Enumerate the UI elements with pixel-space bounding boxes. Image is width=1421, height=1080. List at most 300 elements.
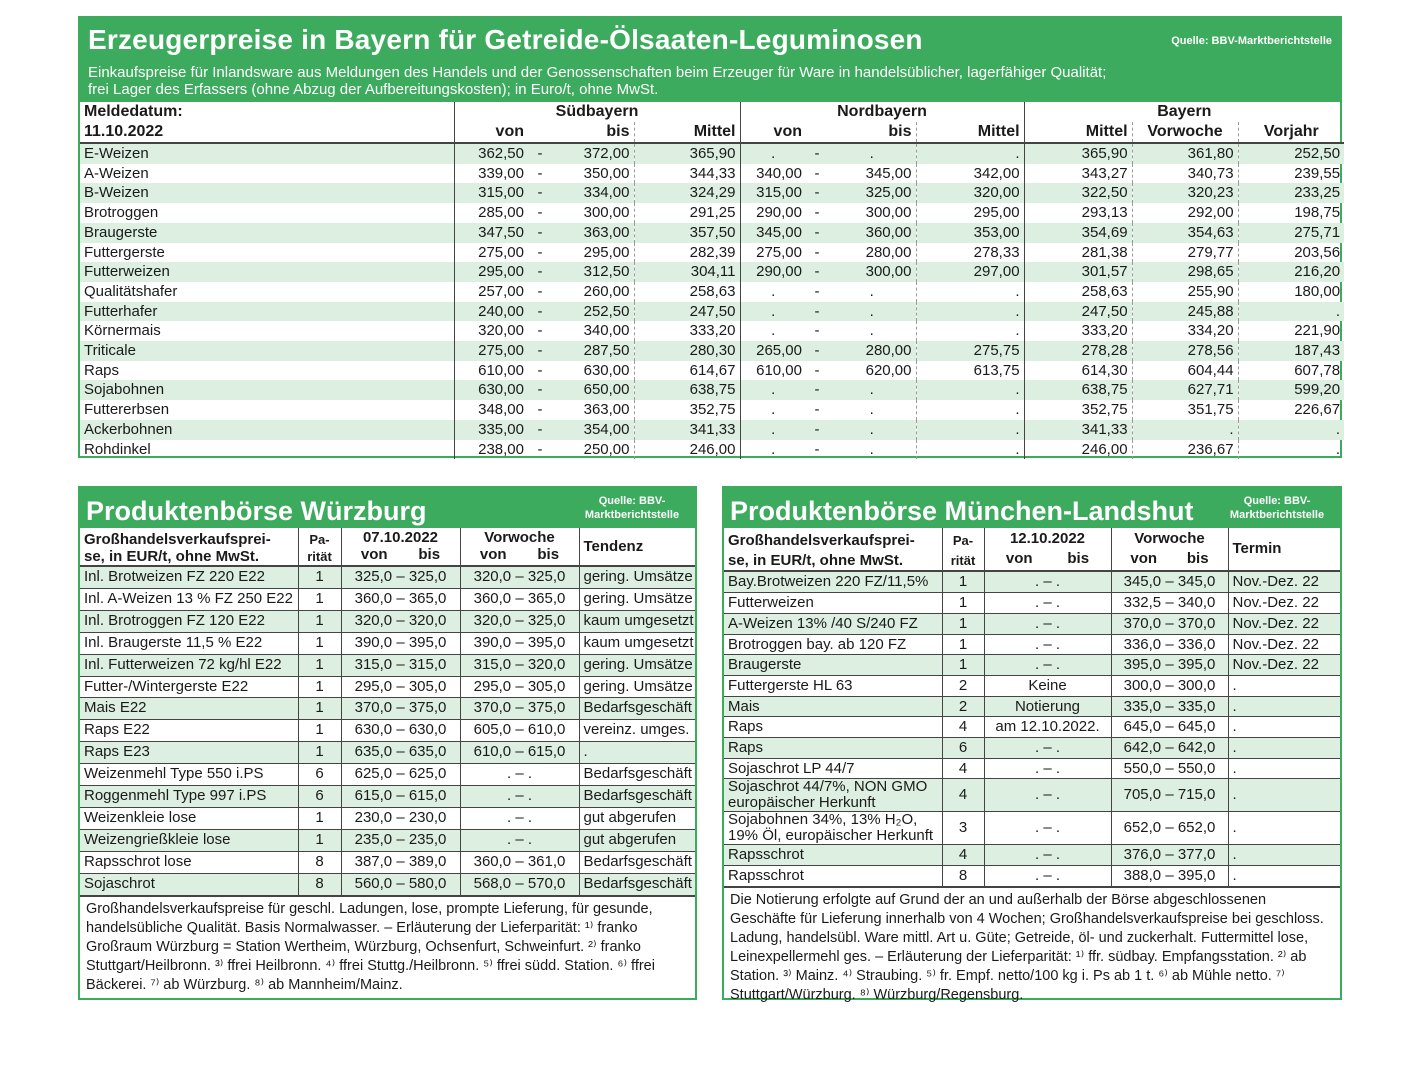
product-name: Körnermais: [84, 322, 161, 340]
tendenz: gering. Umsätze: [579, 588, 695, 610]
vorwoche-range: 605,0 – 610,0: [460, 720, 579, 742]
col-von: von: [454, 122, 528, 143]
vorwoche-range: 345,0 – 345,0: [1111, 571, 1228, 592]
nord-mittel: .: [916, 282, 1024, 302]
col-bis: bis: [552, 122, 634, 143]
wue-h-von: von: [360, 546, 388, 563]
sued-bis: 312,50: [583, 263, 630, 281]
bayern-mittel: 258,63: [1024, 282, 1132, 302]
bayern-vorjahr: 599,20: [1238, 380, 1344, 400]
current-range: . – .: [984, 738, 1111, 759]
nord-dash: -: [814, 164, 820, 182]
sued-dash: -: [537, 401, 543, 419]
paritaet: 1: [298, 807, 341, 829]
sued-dash: -: [537, 342, 543, 360]
table-row: [724, 571, 1340, 592]
col-mittel: Mittel: [916, 122, 1024, 143]
col-bis: bis: [828, 122, 916, 143]
sued-dash: -: [537, 223, 543, 241]
sued-mittel: 344,33: [634, 164, 740, 184]
vorwoche-range: 645,0 – 645,0: [1111, 717, 1228, 738]
nord-mittel: .: [916, 440, 1024, 460]
vorwoche-range: 370,0 – 375,0: [460, 698, 579, 720]
product-name: Roggenmehl Type 997 i.PS: [80, 786, 298, 808]
table-row: [80, 203, 1344, 223]
nord-bis: .: [869, 282, 874, 300]
bayern-mittel: 281,38: [1024, 243, 1132, 263]
current-range: 325,0 – 325,0: [341, 566, 460, 588]
tendenz: Bedarfsgeschäft: [579, 764, 695, 786]
erzeugerpreise-header: [80, 18, 1340, 102]
tendenz: Bedarfsgeschäft: [579, 698, 695, 720]
current-range: 390,0 – 395,0: [341, 632, 460, 654]
current-range: . – .: [984, 779, 1111, 812]
bayern-vorjahr: 275,71: [1238, 223, 1344, 243]
table-row: [80, 654, 695, 676]
wue-h-date: 07.10.2022: [362, 529, 439, 546]
paritaet: 1: [298, 588, 341, 610]
product-name: Raps E23: [80, 742, 298, 764]
sued-dash: -: [537, 145, 543, 162]
nord-von: 290,00: [740, 203, 806, 223]
tendenz: Bedarfsgeschäft: [579, 851, 695, 873]
nord-bis: 345,00: [865, 164, 912, 182]
product-name: Raps: [724, 738, 942, 759]
product-name: Sojabohnen 34%, 13% H₂O, 19% Öl, europäischer Herkunft: [724, 812, 942, 845]
paritaet: 1: [298, 720, 341, 742]
current-range: 320,0 – 320,0: [341, 610, 460, 632]
termin: .: [1228, 779, 1340, 812]
current-range: . – .: [984, 634, 1111, 655]
sued-mittel: 638,75: [634, 380, 740, 400]
termin: .: [1228, 675, 1340, 696]
nord-dash: -: [814, 145, 820, 162]
nord-bis: .: [869, 145, 874, 162]
erzeugerpreise-table: [80, 102, 1344, 459]
nord-von: 610,00: [740, 361, 806, 381]
current-range: 370,0 – 375,0: [341, 698, 460, 720]
sued-von: 295,00: [454, 262, 528, 282]
nord-bis: .: [869, 322, 874, 340]
current-range: 315,0 – 315,0: [341, 654, 460, 676]
muc-h-bis: bis: [1186, 549, 1209, 567]
bayern-vorwoche: .: [1132, 420, 1238, 440]
col-mittel: Mittel: [1024, 122, 1132, 143]
bayern-mittel: 352,75: [1024, 400, 1132, 420]
tendenz: gut abgerufen: [579, 829, 695, 851]
current-range: . – .: [984, 593, 1111, 614]
col-vorwoche: Vorwoche: [1132, 122, 1238, 143]
sued-von: 320,00: [454, 321, 528, 341]
vorwoche-range: 568,0 – 570,0: [460, 873, 579, 895]
table-row: [724, 866, 1340, 887]
vorwoche-range: 550,0 – 550,0: [1111, 758, 1228, 779]
product-name: Inl. Brotweizen FZ 220 E22: [80, 566, 298, 588]
nord-mittel: .: [916, 321, 1024, 341]
vorwoche-range: . – .: [460, 807, 579, 829]
sued-dash: -: [537, 263, 543, 281]
sued-bis: 372,00: [583, 145, 630, 162]
paritaet: 1: [942, 571, 984, 592]
vorwoche-range: 642,0 – 642,0: [1111, 738, 1228, 759]
termin: .: [1228, 696, 1340, 717]
sued-mittel: 246,00: [634, 440, 740, 460]
table-row: [80, 676, 695, 698]
muenchen-panel: [722, 486, 1342, 1003]
product-name: Rapsschrot lose: [80, 851, 298, 873]
current-range: 630,0 – 630,0: [341, 720, 460, 742]
product-name: Rapsschrot: [724, 845, 942, 866]
sued-bis: 300,00: [583, 204, 630, 222]
sued-von: 257,00: [454, 282, 528, 302]
col-von: von: [740, 122, 806, 143]
tendenz: Bedarfsgeschäft: [579, 873, 695, 895]
table-row: [80, 380, 1344, 400]
nord-dash: -: [814, 440, 820, 458]
erzeugerpreise-title: Erzeugerpreise in Bayern für Getreide-Ölsaaten-Leguminosen: [88, 24, 923, 55]
paritaet: 6: [942, 738, 984, 759]
table-row: [80, 720, 695, 742]
paritaet: 8: [942, 866, 984, 887]
sued-von: 348,00: [454, 400, 528, 420]
paritaet: 1: [942, 634, 984, 655]
bayern-vorwoche: 255,90: [1132, 282, 1238, 302]
bayern-mittel: 247,50: [1024, 302, 1132, 322]
table-row: [724, 758, 1340, 779]
paritaet: 1: [942, 593, 984, 614]
nord-dash: -: [814, 243, 820, 261]
table-row: [724, 779, 1340, 812]
table-row: [80, 341, 1344, 361]
termin: .: [1228, 866, 1340, 887]
wue-h-bis: bis: [537, 546, 560, 563]
paritaet: 8: [298, 851, 341, 873]
bayern-vorjahr: 198,75: [1238, 203, 1344, 223]
tendenz: kaum umgesetzt: [579, 610, 695, 632]
current-range: 387,0 – 389,0: [341, 851, 460, 873]
table-row: [724, 696, 1340, 717]
sued-mittel: 365,90: [634, 143, 740, 164]
product-name: Futtererbsen: [84, 401, 170, 419]
termin: .: [1228, 717, 1340, 738]
sued-bis: 630,00: [583, 361, 630, 379]
bayern-vorjahr: 203,56: [1238, 243, 1344, 263]
wue-h-vorwoche: Vorwoche: [484, 529, 555, 546]
termin: Nov.-Dez. 22: [1228, 655, 1340, 676]
bayern-vorjahr: 216,20: [1238, 262, 1344, 282]
product-name: Triticale: [84, 342, 136, 360]
erzeugerpreise-panel: [78, 16, 1342, 458]
product-name: Futterweizen: [724, 593, 942, 614]
bayern-vorwoche: 298,65: [1132, 262, 1238, 282]
sued-mittel: 282,39: [634, 243, 740, 263]
nord-bis: .: [869, 420, 874, 438]
current-range: 615,0 – 615,0: [341, 786, 460, 808]
tendenz: gering. Umsätze: [579, 654, 695, 676]
nord-dash: -: [814, 342, 820, 360]
product-name: Rohdinkel: [84, 440, 151, 458]
table-row: [80, 786, 695, 808]
paritaet: 1: [298, 654, 341, 676]
current-range: . – .: [984, 571, 1111, 592]
sued-mittel: 333,20: [634, 321, 740, 341]
paritaet: 4: [942, 717, 984, 738]
sued-bis: 354,00: [583, 420, 630, 438]
wuerzburg-header: [80, 488, 695, 528]
sued-bis: 295,00: [583, 243, 630, 261]
product-name: Mais E22: [80, 698, 298, 720]
bayern-vorjahr: .: [1238, 420, 1344, 440]
bayern-vorwoche: 627,71: [1132, 380, 1238, 400]
table-row: [80, 566, 695, 588]
nord-bis: .: [869, 381, 874, 399]
tendenz: kaum umgesetzt: [579, 632, 695, 654]
paritaet: 6: [298, 764, 341, 786]
vorwoche-range: . – .: [460, 786, 579, 808]
paritaet: 1: [298, 566, 341, 588]
nord-mittel: 295,00: [916, 203, 1024, 223]
sued-dash: -: [537, 184, 543, 202]
nord-mittel: 320,00: [916, 183, 1024, 203]
table-row: [724, 675, 1340, 696]
product-name: Inl. Brotroggen FZ 120 E22: [80, 610, 298, 632]
nord-von: 290,00: [740, 262, 806, 282]
current-range: 360,0 – 365,0: [341, 588, 460, 610]
muenchen-note: Die Notierung erfolgte auf Grund der an und außerhalb der Börse abgeschlossenen Geschäfte für Lieferung innerhalb von 4 Wochen; Großhandelsverkaufspreise bei geschloss. Ladung, handelsübl. Ware mittl. Art u. Güte; Getreide, öl- und zuckerhalt. Futtermittel lose, Leinexpellermehl ges. – Erläuterung der Lieferparität: ¹⁾ ffr. südbay. Empfangsstation. ²⁾ ab Station. ³⁾ Mainz. ⁴⁾ Straubing. ⁵⁾ fr. Empf. netto/100 kg i. Ps ab 1 t. ⁶⁾ ab Mühle netto. ⁷⁾ Stuttgart/Würzburg. ⁸⁾ Würzburg/Regensburg.: [724, 887, 1340, 1008]
product-name: Inl. Braugerste 11,5 % E22: [80, 632, 298, 654]
sued-von: 315,00: [454, 183, 528, 203]
wuerzburg-note: Großhandelsverkaufspreise für geschl. Ladungen, lose, prompte Lieferung, für gesunde, handelsübliche Qualität. Basis Normalwasser. – Erläuterung der Lieferparität: ¹⁾ franko Großraum Würzburg = Station Wertheim, Würzburg, Ochsenfurt, Schweinfurt. ²⁾ franko Stuttgart/Heilbronn. ³⁾ ffrei Heilbronn. ⁴⁾ ffrei Stuttg./Heilbronn. ⁵⁾ ffrei südd. Station. ⁶⁾ ffrei Bäckerei. ⁷⁾ ab Würzburg. ⁸⁾ ab Mannheim/Mainz.: [80, 896, 695, 998]
sued-mittel: 258,63: [634, 282, 740, 302]
vorwoche-range: 370,0 – 370,0: [1111, 613, 1228, 634]
nord-von: 315,00: [740, 183, 806, 203]
bayern-vorjahr: 187,43: [1238, 341, 1344, 361]
nord-bis: .: [869, 401, 874, 419]
paritaet: 8: [298, 873, 341, 895]
sued-bis: 287,50: [583, 342, 630, 360]
current-range: . – .: [984, 866, 1111, 887]
nord-von: 340,00: [740, 164, 806, 184]
region-bayern: Bayern: [1024, 102, 1344, 122]
sued-bis: 363,00: [583, 223, 630, 241]
bayern-mittel: 638,75: [1024, 380, 1132, 400]
vorwoche-range: 335,0 – 335,0: [1111, 696, 1228, 717]
nord-bis: 620,00: [865, 361, 912, 379]
wue-h-von: von: [479, 546, 507, 563]
table-row: [80, 764, 695, 786]
nord-von: 265,00: [740, 341, 806, 361]
nord-von: .: [740, 400, 806, 420]
nord-von: .: [740, 420, 806, 440]
tendenz: gering. Umsätze: [579, 566, 695, 588]
bayern-vorjahr: 252,50: [1238, 143, 1344, 164]
wue-h-paritaet: Pa- rität: [298, 528, 341, 566]
bayern-vorjahr: 607,78: [1238, 361, 1344, 381]
table-row: [80, 243, 1344, 263]
paritaet: 1: [298, 698, 341, 720]
nord-dash: -: [814, 223, 820, 241]
sued-dash: -: [537, 420, 543, 438]
table-row: [724, 593, 1340, 614]
bayern-vorjahr: 233,25: [1238, 183, 1344, 203]
nord-von: .: [740, 143, 806, 164]
vorwoche-range: 376,0 – 377,0: [1111, 845, 1228, 866]
nord-mittel: 342,00: [916, 164, 1024, 184]
erzeugerpreise-source: Quelle: BBV-Marktberichtstelle: [1171, 35, 1332, 47]
sued-dash: -: [537, 282, 543, 300]
table-row: [80, 302, 1344, 322]
termin: .: [1228, 812, 1340, 845]
tendenz: gut abgerufen: [579, 807, 695, 829]
product-name: Inl. Futterweizen 72 kg/hl E22: [80, 654, 298, 676]
sued-dash: -: [537, 204, 543, 222]
muc-h-termin: Termin: [1228, 528, 1340, 571]
product-name: Brotroggen bay. ab 120 FZ: [724, 634, 942, 655]
tendenz: vereinz. umges.: [579, 720, 695, 742]
sued-bis: 350,00: [583, 164, 630, 182]
table-row: [80, 873, 695, 895]
wuerzburg-title: Produktenbörse Würzburg: [86, 496, 427, 526]
bayern-vorwoche: 351,75: [1132, 400, 1238, 420]
table-row: [80, 829, 695, 851]
termin: Nov.-Dez. 22: [1228, 613, 1340, 634]
product-name: Sojaschrot 44/7%, NON GMO europäischer Herkunft: [724, 779, 942, 812]
vorwoche-range: 320,0 – 325,0: [460, 566, 579, 588]
sued-von: 339,00: [454, 164, 528, 184]
current-range: . – .: [984, 613, 1111, 634]
table-row: [724, 634, 1340, 655]
bayern-vorjahr: 239,55: [1238, 164, 1344, 184]
vorwoche-range: 652,0 – 652,0: [1111, 812, 1228, 845]
paritaet: 2: [942, 675, 984, 696]
product-name: A-Weizen: [84, 164, 149, 182]
nord-bis: 300,00: [865, 263, 912, 281]
sued-von: 630,00: [454, 380, 528, 400]
wuerzburg-source-text: Quelle: BBV- Marktberichtstelle: [584, 495, 680, 521]
bayern-mittel: 301,57: [1024, 262, 1132, 282]
paritaet: 4: [942, 758, 984, 779]
sued-dash: -: [537, 243, 543, 261]
table-row: [80, 164, 1344, 184]
product-name: Futtergerste: [84, 243, 165, 261]
nord-von: .: [740, 282, 806, 302]
tendenz: .: [579, 742, 695, 764]
bayern-vorwoche: 278,56: [1132, 341, 1238, 361]
current-range: 560,0 – 580,0: [341, 873, 460, 895]
bayern-mittel: 278,28: [1024, 341, 1132, 361]
bayern-vorwoche: 361,80: [1132, 143, 1238, 164]
muc-h-von: von: [1130, 549, 1158, 567]
nord-von: .: [740, 302, 806, 322]
product-name: B-Weizen: [84, 184, 149, 202]
tendenz: Bedarfsgeschäft: [579, 786, 695, 808]
bayern-vorwoche: 236,67: [1132, 440, 1238, 460]
bayern-vorwoche: 279,77: [1132, 243, 1238, 263]
sued-von: 285,00: [454, 203, 528, 223]
vorwoche-range: 332,5 – 340,0: [1111, 593, 1228, 614]
current-range: . – .: [984, 655, 1111, 676]
vorwoche-range: 360,0 – 361,0: [460, 851, 579, 873]
wuerzburg-source: [577, 494, 687, 522]
table-row: [80, 851, 695, 873]
erzeugerpreise-subtitle: Einkaufspreise für Inlandsware aus Meldungen des Handels und der Genossenschaften beim Erzeuger für Ware in handelsüblicher, lagerfähiger Qualität; frei Lager des Erfassers (ohne Abzug der Aufbereitungskosten); in Euro/t, ohne MwSt.: [88, 64, 1107, 98]
bayern-vorjahr: 180,00: [1238, 282, 1344, 302]
vorwoche-range: 300,0 – 300,0: [1111, 675, 1228, 696]
termin: .: [1228, 845, 1340, 866]
product-name: Sojaschrot LP 44/7: [724, 758, 942, 779]
product-name: E-Weizen: [84, 145, 149, 162]
product-name: Futterweizen: [84, 263, 170, 281]
sued-von: 275,00: [454, 243, 528, 263]
current-range: Notierung: [984, 696, 1111, 717]
nord-bis: .: [869, 440, 874, 458]
bayern-mittel: 341,33: [1024, 420, 1132, 440]
sued-dash: -: [537, 361, 543, 379]
termin: .: [1228, 758, 1340, 779]
sued-von: 362,50: [454, 143, 528, 164]
muc-h-paritaet: Pa- rität: [942, 528, 984, 571]
paritaet: 6: [298, 786, 341, 808]
meldedatum-label: Meldedatum:: [84, 103, 183, 120]
wuerzburg-table: [80, 528, 695, 896]
nord-mittel: 613,75: [916, 361, 1024, 381]
table-row: [80, 440, 1344, 460]
paritaet: 2: [942, 696, 984, 717]
paritaet: 1: [298, 610, 341, 632]
wue-h-label: Großhandelsverkaufsprei- se, in EUR/t, ohne MwSt.: [80, 528, 298, 566]
sued-bis: 334,00: [583, 184, 630, 202]
product-name: Bay.Brotweizen 220 FZ/11,5%: [724, 571, 942, 592]
tendenz: gering. Umsätze: [579, 676, 695, 698]
bayern-mittel: 333,20: [1024, 321, 1132, 341]
vorwoche-range: 705,0 – 715,0: [1111, 779, 1228, 812]
sued-dash: -: [537, 302, 543, 320]
nord-mittel: 278,33: [916, 243, 1024, 263]
termin: Nov.-Dez. 22: [1228, 634, 1340, 655]
sued-mittel: 341,33: [634, 420, 740, 440]
nord-dash: -: [814, 302, 820, 320]
table-row: [80, 610, 695, 632]
vorwoche-range: 315,0 – 320,0: [460, 654, 579, 676]
nord-dash: -: [814, 420, 820, 438]
sued-mittel: 614,67: [634, 361, 740, 381]
bayern-mittel: 246,00: [1024, 440, 1132, 460]
bayern-mittel: 322,50: [1024, 183, 1132, 203]
sued-bis: 650,00: [583, 381, 630, 399]
nord-dash: -: [814, 282, 820, 300]
table-row: [724, 812, 1340, 845]
nord-bis: .: [869, 302, 874, 320]
current-range: 230,0 – 230,0: [341, 807, 460, 829]
table-row: [80, 361, 1344, 381]
table-row: [724, 845, 1340, 866]
sued-von: 240,00: [454, 302, 528, 322]
table-row: [80, 588, 695, 610]
product-name: Qualitätshafer: [84, 282, 178, 300]
table-row: [724, 613, 1340, 634]
bayern-vorwoche: 354,63: [1132, 223, 1238, 243]
bayern-vorwoche: 245,88: [1132, 302, 1238, 322]
product-name: Weizenmehl Type 550 i.PS: [80, 764, 298, 786]
termin: Nov.-Dez. 22: [1228, 571, 1340, 592]
paritaet: 1: [298, 632, 341, 654]
vorwoche-range: 390,0 – 395,0: [460, 632, 579, 654]
vorwoche-range: 610,0 – 615,0: [460, 742, 579, 764]
sued-von: 610,00: [454, 361, 528, 381]
nord-mittel: .: [916, 400, 1024, 420]
muc-h-vorwoche: Vorwoche: [1134, 530, 1205, 547]
sued-dash: -: [537, 322, 543, 340]
